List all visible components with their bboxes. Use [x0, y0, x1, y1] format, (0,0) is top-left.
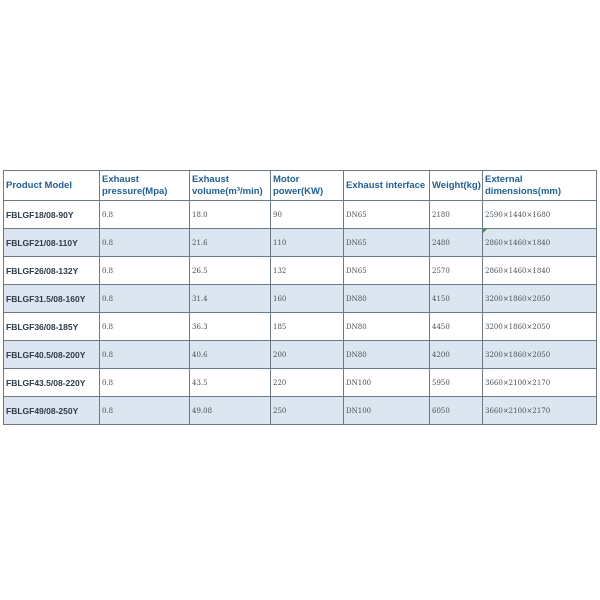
cell-motor-power: 110	[271, 229, 344, 257]
table-row	[4, 313, 597, 341]
cell-weight: 2570	[430, 257, 483, 285]
cell-weight: 2480	[430, 229, 483, 257]
cell-weight: 4150	[430, 285, 483, 313]
cell-exhaust-pressure: 0.8	[100, 201, 190, 229]
cell-exhaust-interface: DN65	[344, 257, 430, 285]
cell-exhaust-interface: DN80	[344, 341, 430, 369]
cell-motor-power: 200	[271, 341, 344, 369]
cell-exhaust-interface: DN65	[344, 229, 430, 257]
cell-exhaust-volume: 18.0	[190, 201, 271, 229]
cell-external-dimensions: 3660×2100×2170	[483, 397, 597, 425]
cell-product-model: FBLGF18/08-90Y	[4, 201, 100, 229]
cell-weight: 6050	[430, 397, 483, 425]
cell-product-model: FBLGF36/08-185Y	[4, 313, 100, 341]
table-row	[4, 201, 597, 229]
cell-product-model: FBLGF40.5/08-200Y	[4, 341, 100, 369]
cell-motor-power: 132	[271, 257, 344, 285]
cell-external-dimensions: 3200×1860×2050	[483, 285, 597, 313]
table-row	[4, 369, 597, 397]
header-row	[4, 171, 597, 201]
cell-product-model: FBLGF49/08-250Y	[4, 397, 100, 425]
cell-exhaust-interface: DN100	[344, 369, 430, 397]
cell-weight: 4450	[430, 313, 483, 341]
cell-exhaust-volume: 26.5	[190, 257, 271, 285]
cell-exhaust-volume: 40.6	[190, 341, 271, 369]
cell-exhaust-pressure: 0.8	[100, 229, 190, 257]
cell-exhaust-pressure: 0.8	[100, 369, 190, 397]
cell-external-dimensions: 2860×1460×1840	[483, 229, 597, 257]
cell-exhaust-volume: 49.08	[190, 397, 271, 425]
header-product-model: Product Model	[4, 171, 100, 201]
table-row	[4, 229, 597, 257]
header-exhaust-pressure: Exhaust pressure(Mpa)	[100, 171, 190, 201]
header-exhaust-volume: Exhaust volume(m³/min)	[190, 171, 271, 201]
cell-exhaust-volume: 21.6	[190, 229, 271, 257]
cell-external-dimensions: 3660×2100×2170	[483, 369, 597, 397]
cell-product-model: FBLGF26/08-132Y	[4, 257, 100, 285]
cell-external-dimensions: 3200×1860×2050	[483, 313, 597, 341]
cell-product-model: FBLGF43.5/08-220Y	[4, 369, 100, 397]
table-row	[4, 257, 597, 285]
cell-exhaust-interface: DN65	[344, 201, 430, 229]
cell-external-dimensions: 3200×1860×2050	[483, 341, 597, 369]
cell-exhaust-pressure: 0.8	[100, 313, 190, 341]
cell-external-dimensions: 2590×1440×1680	[483, 201, 597, 229]
cell-weight: 5950	[430, 369, 483, 397]
cell-external-dimensions: 2860×1460×1840	[483, 257, 597, 285]
cell-exhaust-volume: 43.5	[190, 369, 271, 397]
cell-motor-power: 220	[271, 369, 344, 397]
header-weight: Weight(kg)	[430, 171, 483, 201]
spec-table	[3, 170, 597, 425]
cell-exhaust-interface: DN100	[344, 397, 430, 425]
table-row	[4, 397, 597, 425]
header-motor-power: Motor power(KW)	[271, 171, 344, 201]
header-external-dimensions: External dimensions(mm)	[483, 171, 597, 201]
cell-weight: 4200	[430, 341, 483, 369]
cell-exhaust-pressure: 0.8	[100, 257, 190, 285]
cell-product-model: FBLGF21/08-110Y	[4, 229, 100, 257]
cell-motor-power: 90	[271, 201, 344, 229]
cell-product-model: FBLGF31.5/08-160Y	[4, 285, 100, 313]
cell-motor-power: 160	[271, 285, 344, 313]
cell-motor-power: 185	[271, 313, 344, 341]
cell-exhaust-pressure: 0.8	[100, 285, 190, 313]
header-exhaust-interface: Exhaust interface	[344, 171, 430, 201]
cell-exhaust-interface: DN80	[344, 313, 430, 341]
cell-exhaust-interface: DN80	[344, 285, 430, 313]
cell-exhaust-volume: 31.4	[190, 285, 271, 313]
cell-exhaust-pressure: 0.8	[100, 341, 190, 369]
table-row	[4, 341, 597, 369]
table-row	[4, 285, 597, 313]
cell-weight: 2180	[430, 201, 483, 229]
cell-motor-power: 250	[271, 397, 344, 425]
cell-exhaust-pressure: 0.8	[100, 397, 190, 425]
cell-exhaust-volume: 36.3	[190, 313, 271, 341]
